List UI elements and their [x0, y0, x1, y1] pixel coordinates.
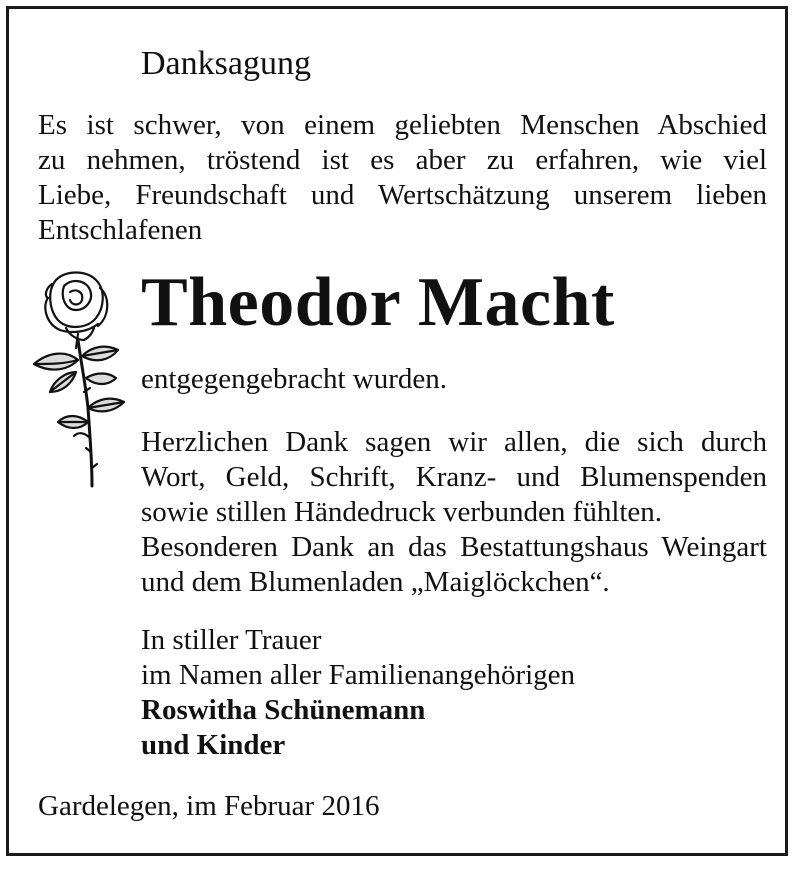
thanks-line: und dem Blumenladen „Maiglöckchen“.: [141, 566, 610, 598]
signature-line: Roswitha Schünemann: [141, 694, 426, 726]
place-date: Gardelegen, im Februar 2016: [38, 790, 380, 822]
thanks-line: Herzlichen Dank sagen wir allen, die sich durch: [141, 426, 767, 458]
continuation-text: entgegengebracht wurden.: [141, 363, 447, 395]
thanks-line: sowie stillen Händedruck verbunden fühlten.: [141, 496, 663, 528]
notice-heading: Danksagung: [141, 45, 311, 82]
thanks-line: Besonderen Dank an das Bestattungshaus Weingart: [141, 531, 767, 563]
intro-line: Liebe, Freundschaft und Wertschätzung unserem lieben: [38, 179, 767, 211]
intro-line: zu nehmen, tröstend ist es aber zu erfahren, wie viel: [38, 144, 767, 176]
intro-line: Entschlafenen: [38, 214, 203, 246]
rose-icon: [26, 268, 138, 490]
deceased-name: Theodor Macht: [141, 264, 615, 341]
closing-line: In stiller Trauer: [141, 624, 322, 656]
signature-line: und Kinder: [141, 729, 286, 761]
thanks-line: Wort, Geld, Schrift, Kranz- und Blumenspenden: [141, 461, 767, 493]
intro-line: Es ist schwer, von einem geliebten Menschen Abschied: [38, 109, 767, 141]
closing-line: im Namen aller Familienangehörigen: [141, 659, 576, 691]
